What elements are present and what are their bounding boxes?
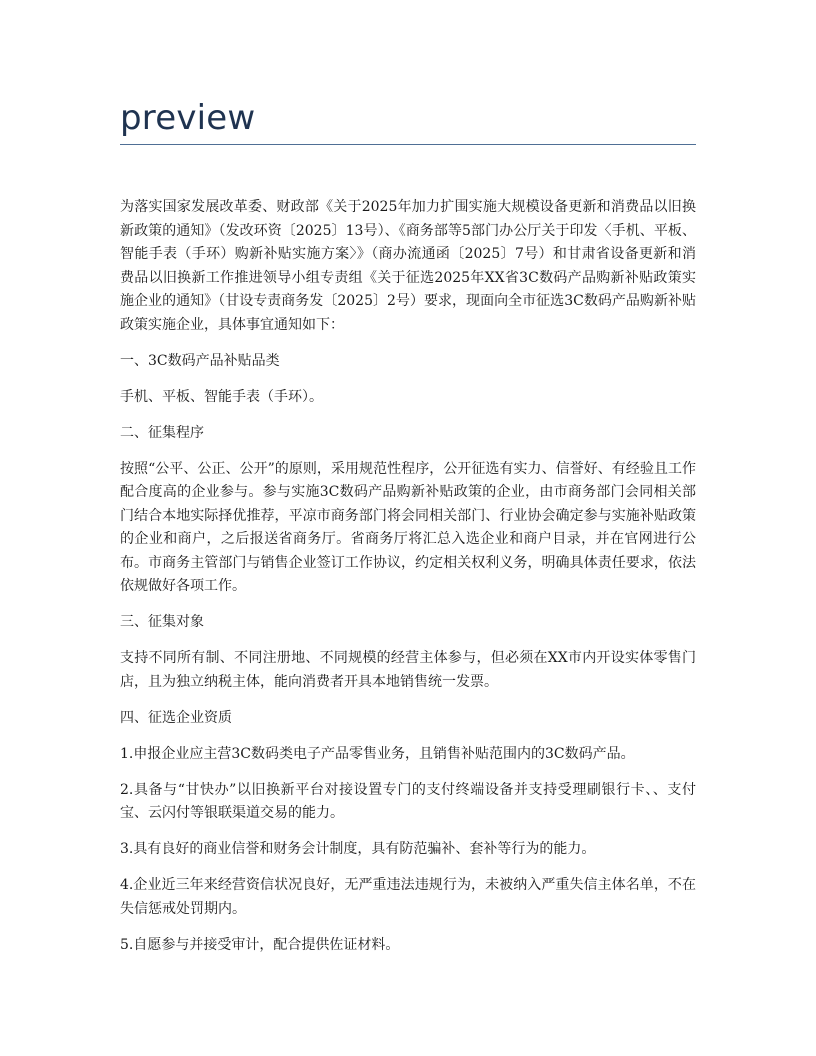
section-heading-procedure: 二、征集程序 bbox=[120, 424, 204, 441]
section-heading-targets: 三、征集对象 bbox=[120, 614, 204, 630]
qualification-item-1: 1.申报企业应主营3C数码类电子产品零售业务，且销售补贴范围内的3C数码产品。 bbox=[120, 745, 635, 762]
qualification-item-3: 3.具有良好的商业信誉和财务会计制度，具有防范骗补、套补等行为的能力。 bbox=[120, 841, 596, 857]
targets-paragraph: 支持不同所有制、不同注册地、不同规模的经营主体参与，但必须在XX市内开设实体零售门店，且为独立纳税主体，能向消费者开具本地销售统一发票。 bbox=[120, 650, 696, 690]
section-heading-qualifications: 四、征选企业资质 bbox=[120, 709, 232, 726]
document-title: preview bbox=[120, 98, 256, 138]
qualification-item-2: 2.具备与“甘快办”以旧换新平台对接设置专门的支付终端设备并支持受理刷银行卡、、支付宝、云闪付等银联渠道交易的能力。 bbox=[120, 781, 696, 821]
categories-paragraph: 手机、平板、智能手表（手环）。 bbox=[120, 388, 323, 405]
intro-paragraph: 为落实国家发展改革委、财政部《关于2025年加力扩围实施大规模设备更新和消费品以旧换新政策的通知》（发改环资〔2025〕13号）、《商务部等5部门办公厅关于印发〈手机、平板、智能手表（手环）购新补贴实施方案〉》（商办流通函〔2025〕7号）和甘肃省设备更新和消费品以旧换新工作推进领导小组专责组《关于征选2025年XX省3C数码产品购新补贴政策实施企业的通知》（甘设专责商务发〔2025〕2号）要求，现面向全市征选3C数码产品购新补贴政策实施企业，具体事宜通知如下： bbox=[120, 199, 696, 333]
procedure-paragraph: 按照“公平、公正、公开”的原则，采用规范性程序，公开征选有实力、信誉好、有经验且工作配合度高的企业参与。参与实施3C数码产品购新补贴政策的企业，由市商务部门会同相关部门结合本地实际择优推荐，平凉市商务部门将会同相关部门、行业协会确定参与实施补贴政策的企业和商户，之后报送省商务厅。省商务厅将汇总入选企业和商户目录，并在官网进行公布。市商务主管部门与销售企业签订工作协议，约定相关权利义务，明确具体责任要求，依法依规做好各项工作。 bbox=[120, 460, 696, 594]
qualification-item-5: 5.自愿参与并接受审计，配合提供佐证材料。 bbox=[120, 936, 400, 953]
title-divider bbox=[120, 144, 696, 145]
section-heading-categories: 一、3C数码产品补贴品类 bbox=[120, 352, 280, 369]
document-body bbox=[120, 196, 696, 970]
qualification-item-4: 4.企业近三年来经营资信状况良好，无严重违法违规行为，未被纳入严重失信主体名单，不在失信惩戒处罚期内。 bbox=[120, 877, 696, 917]
